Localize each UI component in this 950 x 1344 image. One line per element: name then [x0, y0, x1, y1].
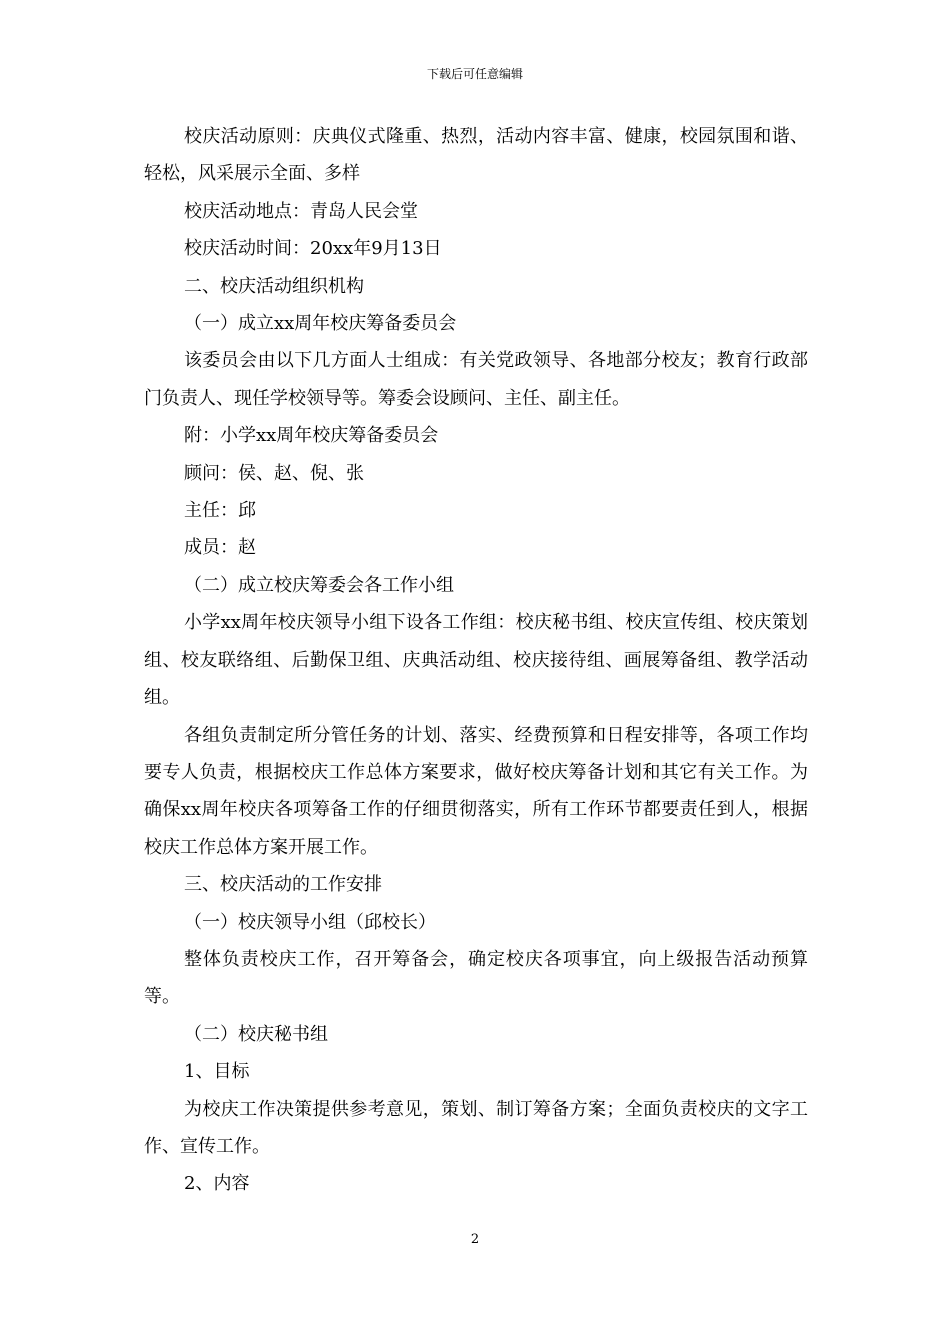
subsection-heading-committee: （一）成立xx周年校庆筹备委员会: [184, 313, 457, 335]
header-note: 下载后可任意编辑: [426, 67, 523, 81]
paragraph-group-responsibilities: 各组负责制定所分管任务的计划、落实、经费预算和日程安排等，各项工作均要专人负责，根据校庆工作总体方案要求，做好校庆筹备计划和其它有关工作。为确保xx周年校庆各项筹备工作的仔细贯彻落实，所有工作环节都要责任到人，根据校庆工作总体方案开展工作。: [144, 724, 808, 858]
paragraph-goal: 为校庆工作决策提供参考意见，策划、制订筹备方案；全面负责校庆的文字工作、宣传工作。: [144, 1098, 808, 1157]
document-body: [144, 118, 808, 1203]
paragraph-committee-members: 该委员会由以下几方面人士组成：有关党政领导、各地部分校友；教育行政部门负责人、现任学校领导等。筹委会设顾问、主任、副主任。: [144, 350, 808, 409]
paragraph-leadership-duties: 整体负责校庆工作，召开筹备会，确定校庆各项事宜，向上级报告活动预算等。: [144, 948, 808, 1008]
paragraph-principles: 校庆活动原则：庆典仪式隆重、热烈，活动内容丰富、健康，校园氛围和谐、轻松，风采展示全面、多样: [144, 126, 808, 185]
subsection-heading-working-groups: （二）成立校庆筹委会各工作小组: [184, 574, 454, 596]
paragraph-location: 校庆活动地点：青岛人民会堂: [184, 200, 418, 222]
paragraph-director: 主任：邱: [184, 500, 256, 522]
item-heading-goal: 1、目标: [184, 1061, 250, 1083]
section-heading-arrangements: 三、校庆活动的工作安排: [184, 874, 382, 896]
paragraph-time: 校庆活动时间：20xx年9月13日: [184, 238, 442, 260]
paragraph-advisors: 顾问：侯、赵、倪、张: [184, 462, 364, 484]
paragraph-working-groups: 小学xx周年校庆领导小组下设各工作组：校庆秘书组、校庆宣传组、校庆策划组、校友联络组、后勤保卫组、庆典活动组、校庆接待组、画展筹备组、教学活动组。: [144, 612, 808, 709]
section-heading-organization: 二、校庆活动组织机构: [184, 275, 364, 297]
item-heading-content: 2、内容: [184, 1173, 250, 1195]
paragraph-member: 成员：赵: [184, 537, 256, 559]
page-number: 2: [470, 1232, 480, 1247]
subsection-heading-secretariat: （二）校庆秘书组: [184, 1023, 328, 1045]
paragraph-appendix: 附：小学xx周年校庆筹备委员会: [184, 425, 439, 447]
subsection-heading-leadership: （一）校庆领导小组（邱校长）: [184, 911, 436, 933]
